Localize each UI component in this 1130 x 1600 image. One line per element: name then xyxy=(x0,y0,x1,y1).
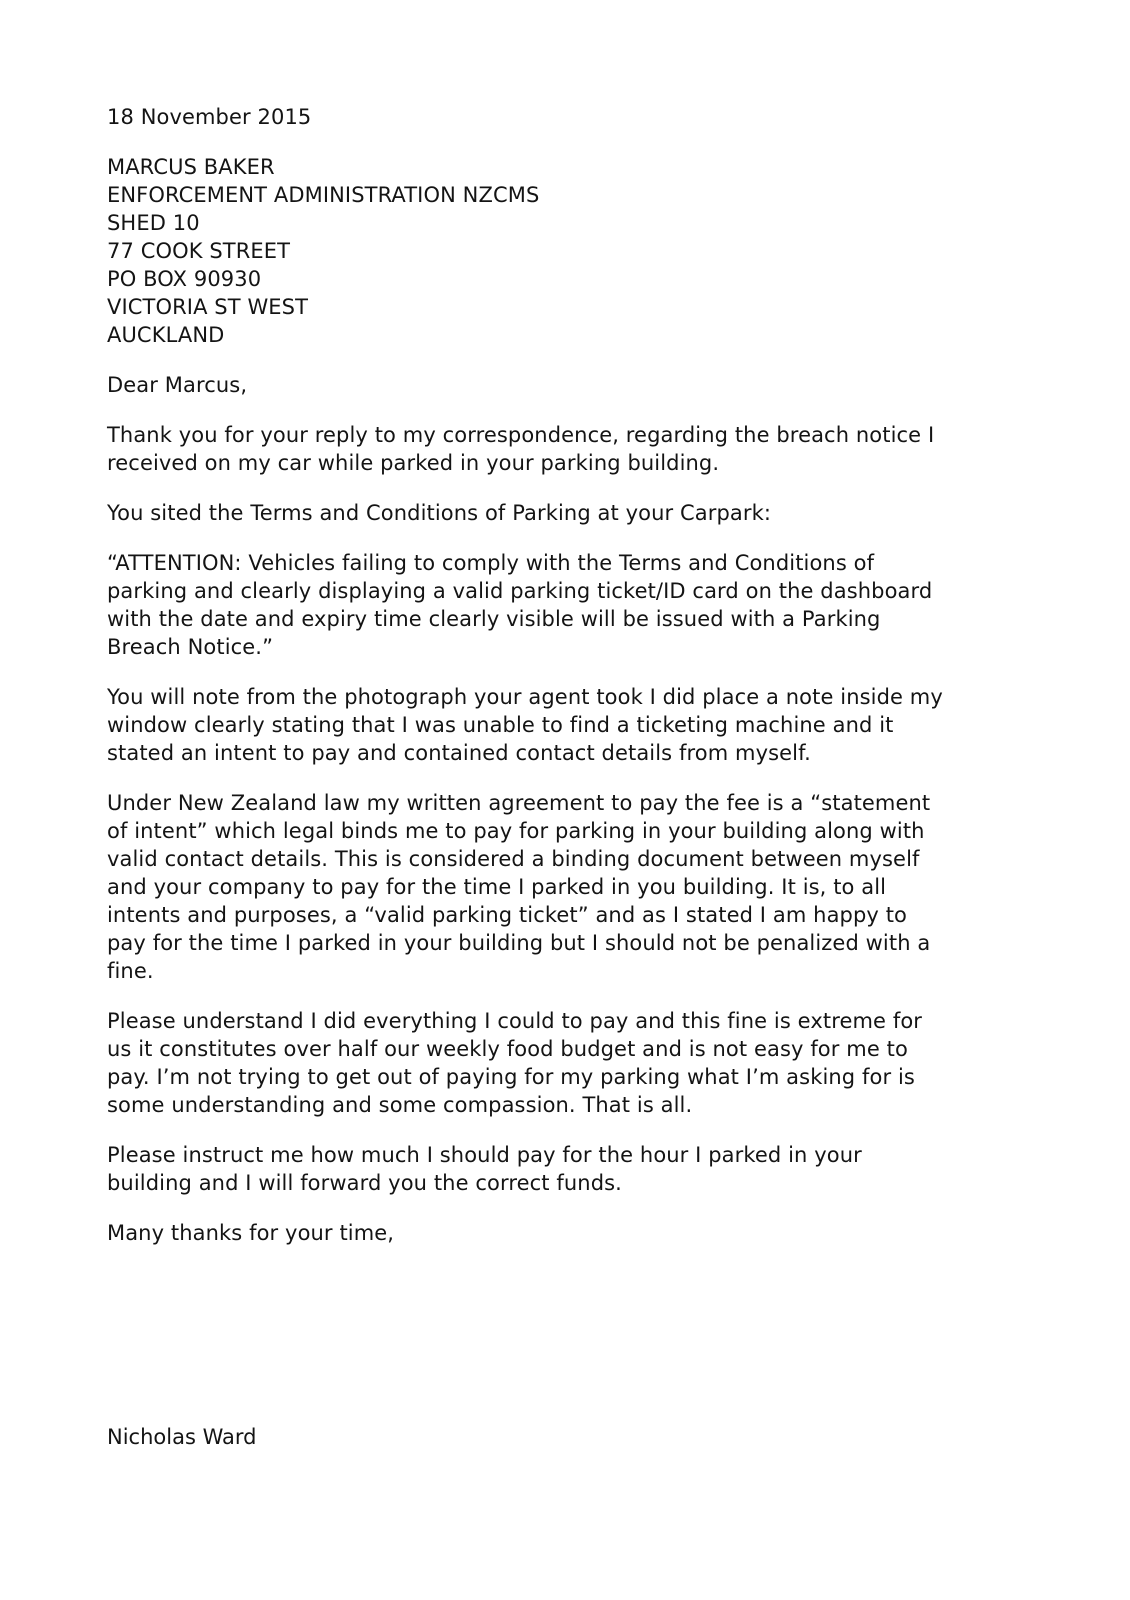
paragraph-compassion xyxy=(107,1007,1007,1119)
address-line: SHED 10 xyxy=(107,211,200,235)
paragraph-line: and your company to pay for the time I parked in you building. It is, to all xyxy=(107,875,887,899)
paragraph-law xyxy=(107,789,1007,985)
paragraph-terms-intro xyxy=(107,499,1007,527)
paragraph-line: received on my car while parked in your parking building. xyxy=(107,451,720,475)
paragraph-line: pay. I’m not trying to get out of paying for my parking what I’m asking for is xyxy=(107,1065,915,1089)
paragraph-line: window clearly stating that I was unable to find a ticketing machine and it xyxy=(107,713,894,737)
salutation-text: Dear Marcus, xyxy=(107,373,248,397)
recipient-address xyxy=(107,153,1007,349)
paragraph-note xyxy=(107,683,1007,767)
paragraph-line: parking and clearly displaying a valid parking ticket/ID card on the dashboard xyxy=(107,579,933,603)
paragraph-thanks xyxy=(107,421,1007,477)
closing-text: Many thanks for your time, xyxy=(107,1221,395,1245)
address-line: MARCUS BAKER xyxy=(107,155,275,179)
paragraph-line: us it constitutes over half our weekly food budget and is not easy for me to xyxy=(107,1037,908,1061)
paragraph-line: Please understand I did everything I could to pay and this fine is extreme for xyxy=(107,1009,923,1033)
address-line: ENFORCEMENT ADMINISTRATION NZCMS xyxy=(107,183,540,207)
paragraph-quote xyxy=(107,549,1007,661)
paragraph-line: valid contact details. This is considered a binding document between myself xyxy=(107,847,920,871)
closing xyxy=(107,1219,1007,1247)
paragraph-line: You will note from the photograph your agent took I did place a note inside my xyxy=(107,685,943,709)
paragraph-line: pay for the time I parked in your building but I should not be penalized with a xyxy=(107,931,931,955)
paragraph-instruct xyxy=(107,1141,1007,1197)
date-text: 18 November 2015 xyxy=(107,105,312,129)
paragraph-line: Thank you for your reply to my correspondence, regarding the breach notice I xyxy=(107,423,935,447)
paragraph-line: Breach Notice.” xyxy=(107,635,274,659)
paragraph-line: You sited the Terms and Conditions of Parking at your Carpark: xyxy=(107,501,772,525)
letter-body xyxy=(107,103,1007,1247)
address-line: VICTORIA ST WEST xyxy=(107,295,309,319)
paragraph-line: Please instruct me how much I should pay for the hour I parked in your xyxy=(107,1143,862,1167)
paragraph-line: building and I will forward you the correct funds. xyxy=(107,1171,622,1195)
paragraph-line: of intent” which legal binds me to pay for parking in your building along with xyxy=(107,819,925,843)
letter-date xyxy=(107,103,1007,131)
paragraph-line: fine. xyxy=(107,959,154,983)
paragraph-line: “ATTENTION: Vehicles failing to comply with the Terms and Conditions of xyxy=(107,551,875,575)
paragraph-line: Under New Zealand law my written agreement to pay the fee is a “statement xyxy=(107,791,931,815)
paragraph-line: some understanding and some compassion. That is all. xyxy=(107,1093,693,1117)
paragraph-line: intents and purposes, a “valid parking ticket” and as I stated I am happy to xyxy=(107,903,908,927)
signature-name: Nicholas Ward xyxy=(107,1425,257,1449)
paragraph-line: with the date and expiry time clearly visible will be issued with a Parking xyxy=(107,607,881,631)
address-line: AUCKLAND xyxy=(107,323,225,347)
address-line: PO BOX 90930 xyxy=(107,267,262,291)
salutation xyxy=(107,371,1007,399)
address-line: 77 COOK STREET xyxy=(107,239,291,263)
paragraph-line: stated an intent to pay and contained contact details from myself. xyxy=(107,741,811,765)
